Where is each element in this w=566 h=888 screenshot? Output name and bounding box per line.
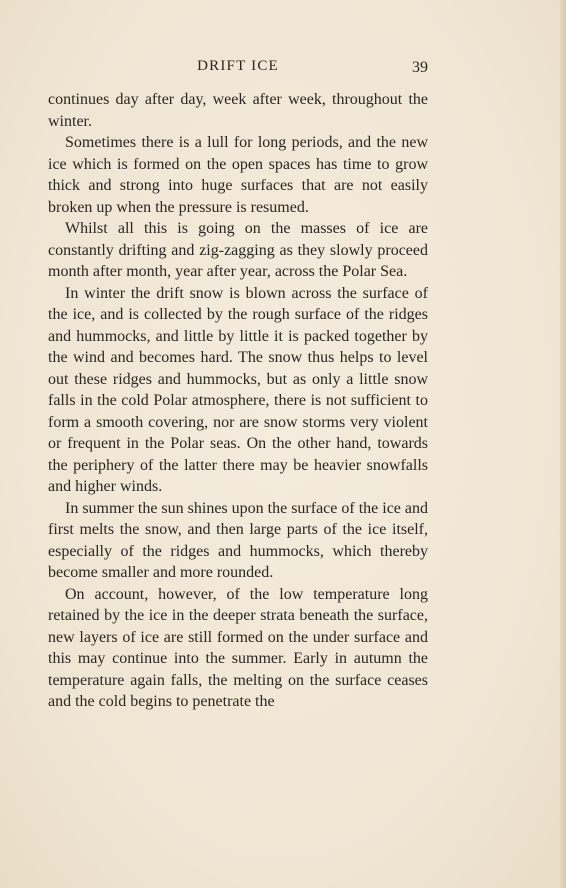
paragraph: On account, however, of the low temperature long retained by the ice in the deeper strata beneath the surface, new layers of ice are still formed on the under surface and this may continue into the summer. Early in autumn the temperature again falls, the melting on the surface ceases and the cold begins to penetrate the [48, 585, 428, 710]
running-title: DRIFT ICE [197, 58, 279, 74]
page-edge [560, 0, 566, 888]
paragraph: In winter the drift snow is blown across the surface of the ice, and is collected by the rough surface of the ridges and hummocks, and little by little it is packed together by the wind and becomes hard. The snow thus helps to level out these ridges and hummocks, but as only a little snow falls in the cold Polar atmosphere, there is not sufficient to form a smooth covering, nor are snow storms very violent or frequent in the Polar seas. On the other hand, towards the periphery of the latter there may be heavier snowfalls and higher winds. [48, 284, 428, 495]
running-head [48, 58, 428, 80]
paragraph: Sometimes there is a lull for long periods, and the new ice which is formed on the open spaces has time to grow thick and strong into huge surfaces that are not easily broken up when the pressure is resumed. [48, 134, 428, 216]
page-number: 39 [412, 59, 428, 76]
paragraph-continuation: continues day after day, week after week, throughout the winter. [48, 91, 428, 130]
body-text [48, 89, 428, 713]
paragraph: In summer the sun shines upon the surface of the ice and first melts the snow, and then large parts of the ice itself, especially of the ridges and hummocks, which thereby become smaller and more rounded. [48, 499, 429, 581]
paragraph: Whilst all this is going on the masses of ice are constantly drifting and zig-zagging as they slowly proceed month after month, year after year, across the Polar Sea. [48, 220, 428, 280]
